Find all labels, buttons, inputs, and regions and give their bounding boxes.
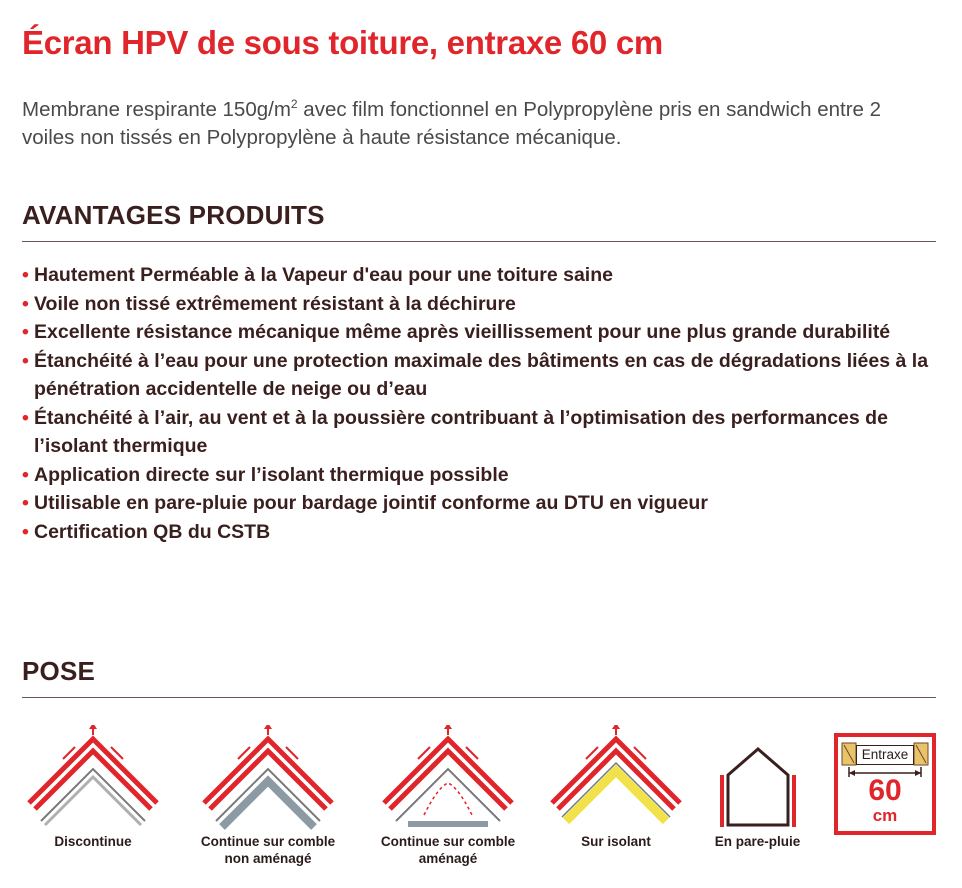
advantages-divider	[22, 241, 936, 242]
pose-label: Discontinue	[54, 834, 132, 849]
bullet-icon: •	[22, 349, 29, 372]
list-item: • Utilisable en pare-pluie pour bardage jointif conforme au DTU en vigueur	[22, 489, 942, 518]
advantages-heading: AVANTAGES PRODUITS	[22, 200, 325, 230]
pose-continuous-finished	[368, 725, 528, 867]
list-item: • Étanchéité à l’air, au vent et à la poussière contribuant à l’optimisation des performances de l’isolant thermique	[22, 404, 942, 461]
description-text: Membrane respirante 150g/m	[22, 97, 291, 121]
list-item: • Certification QB du CSTB	[22, 518, 942, 547]
pose-label: Continue sur comble non aménagé	[200, 834, 336, 866]
list-item: • Application directe sur l’isolant thermique possible	[22, 461, 942, 490]
pose-divider	[22, 697, 936, 698]
pose-discontinuous	[18, 725, 168, 850]
description-superscript: 2	[290, 97, 298, 111]
bullet-icon: •	[22, 292, 29, 315]
pose-rain-screen	[700, 735, 815, 850]
entraxe-value: 60	[868, 774, 902, 807]
list-item: • Excellente résistance mécanique même après vieillissement pour une plus grande durabilité	[22, 318, 942, 347]
list-item: • Hautement Perméable à la Vapeur d'eau pour une toiture saine	[22, 261, 942, 290]
roof-discontinuous-icon	[23, 725, 163, 833]
roof-continuous-finished-attic-icon	[378, 725, 518, 833]
roof-on-insulation-icon	[546, 725, 686, 833]
entraxe-unit: cm	[872, 806, 898, 825]
bullet-icon: •	[22, 264, 29, 286]
bullet-icon: •	[22, 520, 29, 543]
product-description	[22, 90, 932, 152]
bullet-icon: •	[22, 321, 29, 343]
pose-label: Continue sur comble aménagé	[380, 834, 516, 866]
entraxe-label: Entraxe	[856, 745, 914, 765]
pose-continuous-unfinished	[188, 725, 348, 867]
pose-label: En pare-pluie	[714, 834, 801, 849]
bullet-icon: •	[22, 492, 29, 514]
list-item: • Étanchéité à l’eau pour une protection maximale des bâtiments en cas de dégradations liées à la pénétration accidentelle de neige ou d’eau	[22, 347, 942, 404]
description-text-continued: avec film fonctionnel en Polypropylène pris en sandwich entre 2 voiles non tissés en Polypropylène à haute résistance mécanique.	[22, 97, 882, 149]
list-item: • Voile non tissé extrêmement résistant à la déchirure	[22, 290, 942, 319]
pose-on-insulation	[546, 725, 686, 850]
advantages-list	[22, 261, 942, 546]
bullet-icon: •	[22, 463, 29, 486]
page-title: Écran HPV de sous toiture, entraxe 60 cm	[22, 24, 663, 61]
entraxe-badge	[834, 733, 936, 835]
pose-heading: POSE	[22, 656, 96, 686]
roof-continuous-unfinished-attic-icon	[198, 725, 338, 833]
bullet-icon: •	[22, 406, 29, 429]
house-rain-screen-icon	[708, 735, 808, 833]
pose-label: Sur isolant	[581, 834, 651, 849]
